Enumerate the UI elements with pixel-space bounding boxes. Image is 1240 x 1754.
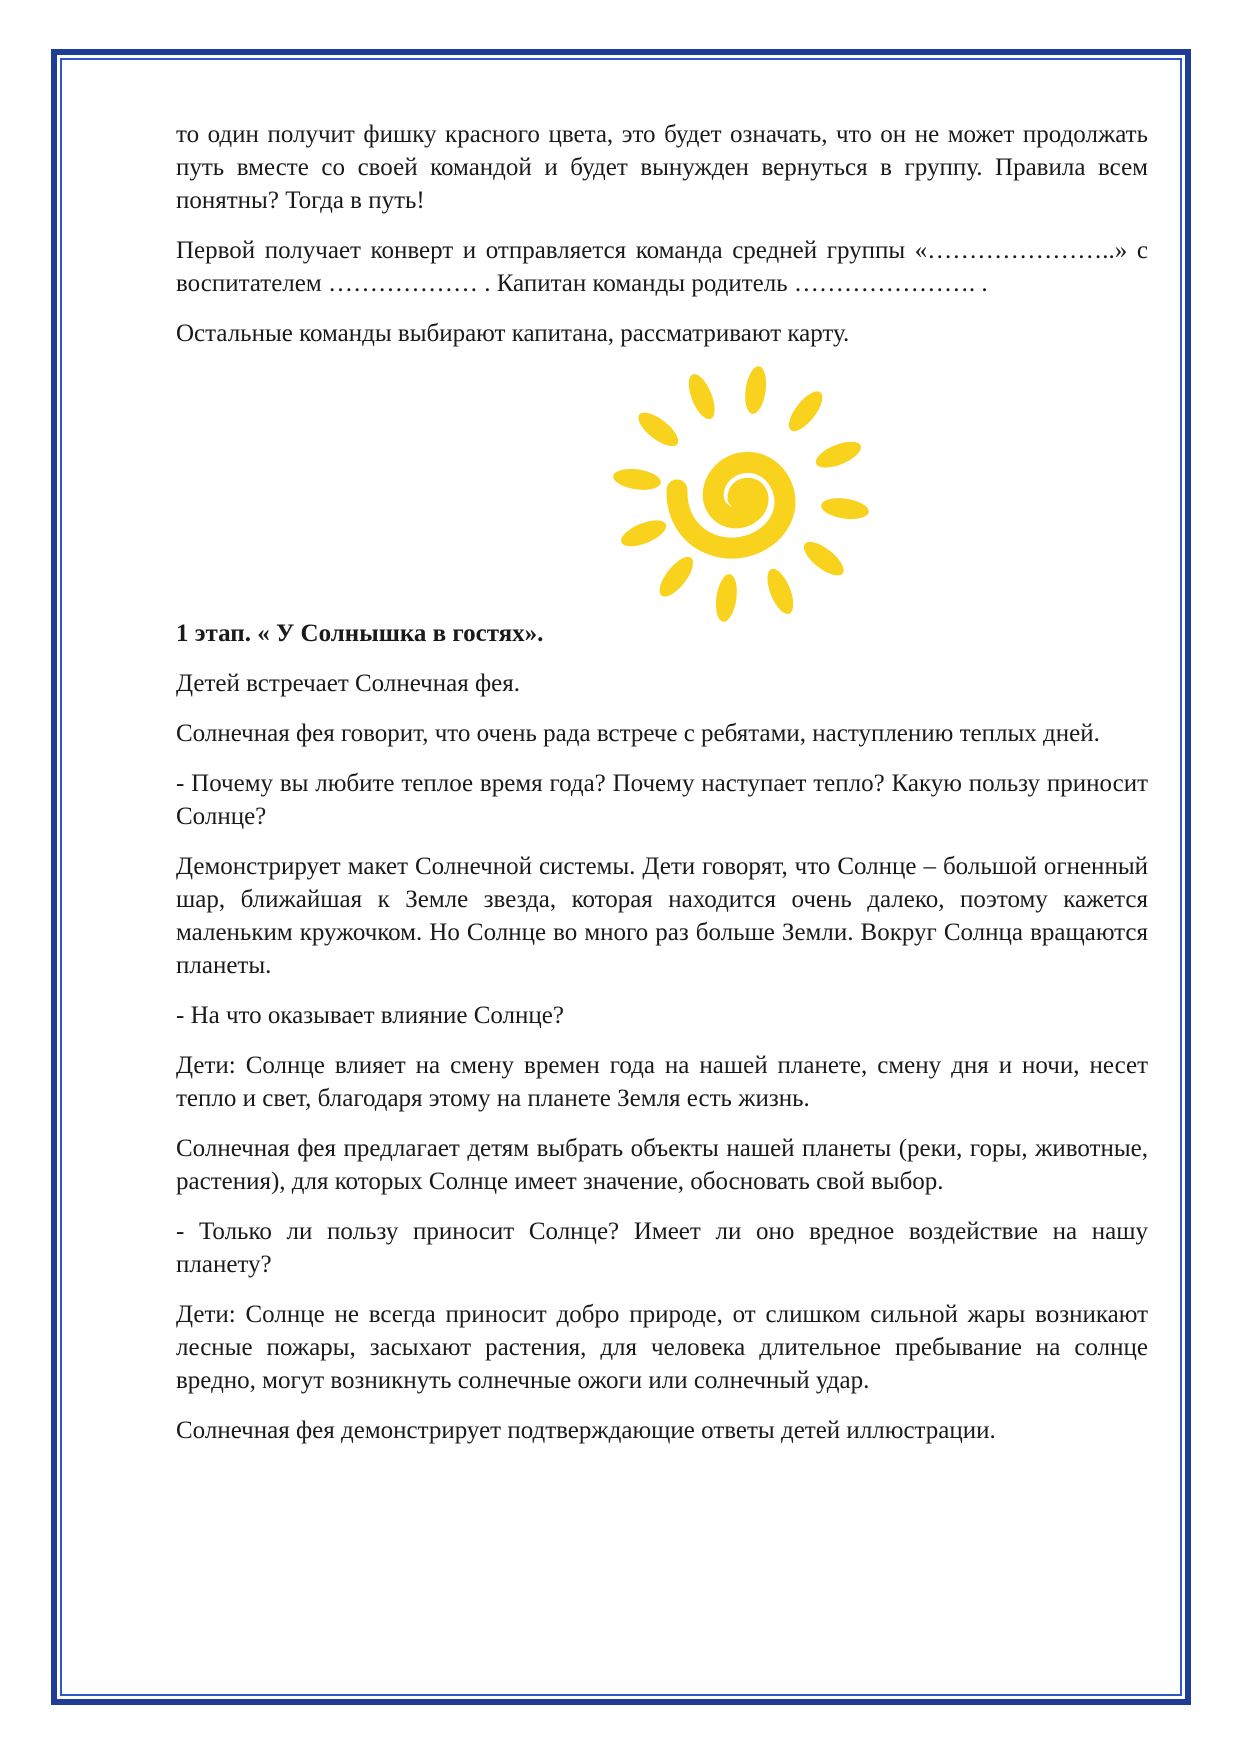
sun-icon (606, 359, 876, 629)
document-body (176, 118, 1148, 1464)
sun-ray (812, 436, 864, 473)
sun-ray (618, 515, 670, 552)
sun-ray (742, 365, 768, 415)
paragraph: Солнечная фея демонстрирует подтверждающие ответы детей иллюстрации. (176, 1417, 996, 1444)
paragraph: Солнечная фея предлагает детям выбрать объекты нашей планеты (реки, горы, животные, растения), для которых Солнце имеет значение, обосновать свой выбор. (176, 1135, 1148, 1195)
sun-spiral (677, 462, 785, 548)
section-heading: 1 этап. « У Солнышка в гостях». (176, 620, 544, 647)
paragraph: - Только ли пользу приносит Солнце? Имеет ли оно вредное воздействие на нашу планету? (176, 1218, 1148, 1278)
paragraph: Дети: Солнце влияет на смену времен года на нашей планете, смену дня и ночи, несет тепло и свет, благодаря этому на планете Земля есть жизнь. (176, 1052, 1148, 1112)
sun-ray (820, 495, 870, 521)
paragraph: Демонстрирует макет Солнечной системы. Дети говорят, что Солнце – большой огненный шар, ближайшая к Земле звезда, которая находится очень далеко, поэтому кажется маленьким кружочком. Но Солнце во много раз больше Земли. Вокруг Солнца вращаются планеты. (176, 853, 1148, 979)
sun-ray (654, 552, 699, 602)
sun-ray (762, 565, 799, 617)
sun-ray (799, 536, 849, 581)
paragraph-rules: то один получит фишку красного цвета, это будет означать, что он не может продолжать путь вместе со своей командой и будет вынужден вернуться в группу. Правила всем понятны? Тогда в путь! (176, 121, 1148, 214)
paragraph: - На что оказывает влияние Солнце? (176, 1002, 564, 1029)
sun-ray (612, 466, 662, 492)
paragraph-other-teams: Остальные команды выбирают капитана, рассматривают карту. (176, 320, 850, 347)
sun-illustration (176, 367, 1148, 617)
sun-ray (783, 386, 828, 436)
sun-ray (713, 573, 739, 623)
paragraph: Дети: Солнце не всегда приносит добро природе, от слишком сильной жары возникают лесные пожары, засыхают растения, для человека длительное пребывание на солнце вредно, могут возникнуть солнечные ожоги или солнечный удар. (176, 1301, 1148, 1394)
paragraph: - Почему вы любите теплое время года? Почему наступает тепло? Какую пользу приносит Солнце? (176, 770, 1148, 830)
paragraph: Солнечная фея говорит, что очень рада встрече с ребятами, наступлению теплых дней. (176, 720, 1100, 747)
sun-ray (633, 407, 683, 452)
sun-ray (683, 371, 720, 423)
paragraph-first-team: Первой получает конверт и отправляется команда средней группы «…………………..» с воспитателем ……………… . Капитан команды родитель …………………. . (176, 237, 1148, 297)
paragraph: Детей встречает Солнечная фея. (176, 670, 521, 697)
